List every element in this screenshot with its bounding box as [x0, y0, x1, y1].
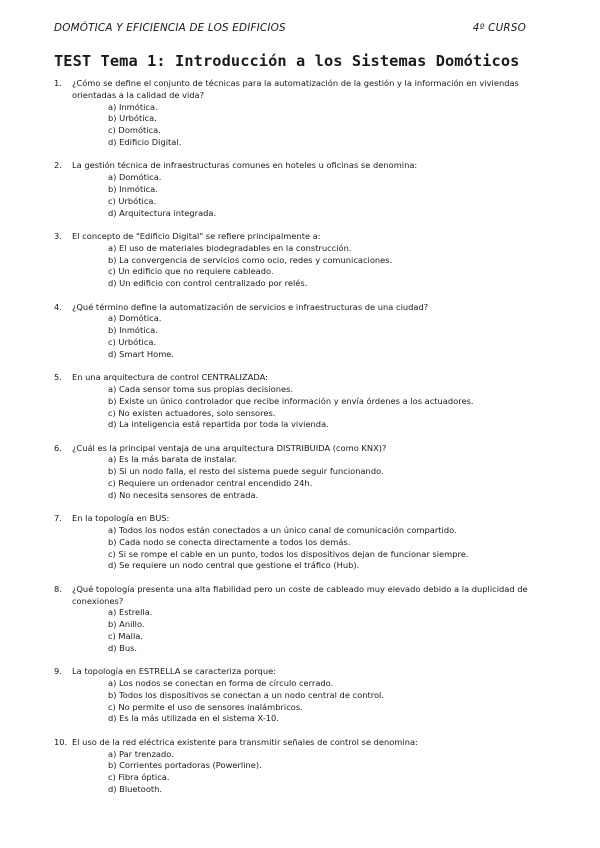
answer-option: b) Inmótica. [108, 325, 158, 336]
answer-option: a) Estrella. [108, 607, 153, 618]
answer-option: c) No permite el uso de sensores inalámbricos. [108, 701, 303, 712]
answer-option: d) Smart Home. [108, 348, 175, 359]
answer-option: d) No necesita sensores de entrada. [108, 489, 259, 500]
answer-option: b) Anillo. [108, 619, 145, 630]
answer-options [72, 525, 534, 572]
answer-options [72, 678, 534, 725]
course-subject: DOMÓTICA Y EFICIENCIA DE LOS EDIFICIOS [54, 22, 286, 34]
question-number: 6. [54, 442, 62, 453]
answer-option: d) Bus. [108, 642, 138, 653]
answer-option: b) Si un nodo falla, el resto del sistema puede seguir funcionando. [108, 466, 384, 477]
answer-option: d) Es la más utilizada en el sistema X-10. [108, 713, 279, 724]
answer-option: a) Los nodos se conectan en forma de círculo cerrado. [108, 678, 334, 689]
question-item [54, 513, 534, 572]
page-title: TEST Tema 1: Introducción a los Sistemas Domóticos [54, 52, 520, 70]
question-stem: ¿Qué topología presenta una alta fiabilidad pero un coste de cableado muy elevado debido a la duplicidad de conexiones? [72, 583, 528, 606]
question-number: 2. [54, 160, 62, 171]
answer-option: d) Edificio Digital. [108, 136, 182, 147]
answer-option: b) La convergencia de servicios como ocio, redes y comunicaciones. [108, 254, 393, 265]
answer-option: c) Domótica. [108, 125, 161, 136]
course-year: 4º CURSO [472, 22, 526, 34]
answer-option: c) Fibra óptica. [108, 772, 170, 783]
answer-options [72, 384, 534, 431]
question-item [54, 666, 534, 725]
answer-option: d) Arquitectura integrada. [108, 207, 217, 218]
answer-option: a) Inmótica. [108, 101, 158, 112]
answer-option: b) Cada nodo se conecta directamente a todos los demás. [108, 536, 351, 547]
answer-option: d) Bluetooth. [108, 783, 163, 794]
question-number: 1. [54, 78, 62, 88]
question-item [54, 737, 534, 796]
question-spacer [54, 572, 534, 584]
answer-option: a) Domótica. [108, 313, 162, 324]
question-spacer [54, 725, 534, 737]
answer-option: b) Inmótica. [108, 183, 158, 194]
answer-option: a) Cada sensor toma sus propias decisiones. [108, 383, 294, 394]
question-item [54, 372, 534, 431]
answer-option: a) Todos los nodos están conectados a un único canal de comunicación compartido. [108, 525, 457, 536]
answer-option: c) Malla. [108, 631, 144, 642]
question-spacer [54, 431, 534, 443]
answer-options [72, 243, 534, 290]
question-number: 3. [54, 230, 62, 241]
answer-options [72, 172, 534, 219]
question-stem: ¿Qué término define la automatización de servicios e infraestructuras de una ciudad? [72, 301, 429, 312]
question-number: 10. [54, 736, 68, 747]
question-spacer [54, 290, 534, 302]
question-number: 8. [54, 583, 62, 594]
question-item [54, 160, 534, 219]
question-item [54, 443, 534, 502]
question-spacer [54, 361, 534, 373]
question-item [54, 302, 534, 361]
page-header [54, 22, 526, 36]
question-stem: En una arquitectura de control CENTRALIZADA: [72, 372, 268, 383]
answer-option: a) Domótica. [108, 172, 162, 183]
question-stem: El concepto de "Edificio Digital" se refiere principalmente a: [72, 230, 321, 241]
question-spacer [54, 655, 534, 667]
question-item [54, 584, 534, 655]
answer-option: c) Urbótica. [108, 195, 157, 206]
answer-option: d) Un edificio con control centralizado por relés. [108, 278, 308, 289]
question-spacer [54, 502, 534, 514]
question-stem: La gestión técnica de infraestructuras comunes en hoteles u oficinas se denomina: [72, 160, 418, 171]
question-spacer [54, 149, 534, 161]
answer-options [72, 749, 534, 796]
question-number: 4. [54, 301, 62, 312]
answer-option: c) Urbótica. [108, 336, 157, 347]
question-number: 5. [54, 372, 62, 383]
question-list [54, 78, 534, 796]
question-stem: ¿Cuál es la principal ventaja de una arquitectura DISTRIBUIDA (como KNX)? [72, 442, 387, 453]
answer-option: c) Requiere un ordenador central encendido 24h. [108, 478, 313, 489]
question-stem: ¿Cómo se define el conjunto de técnicas para la automatización de la gestión y la información en viviendas orientadas a la calidad de vida? [72, 78, 519, 100]
answer-option: b) Todos los dispositivos se conectan a un nodo central de control. [108, 689, 384, 700]
question-number: 7. [54, 513, 62, 524]
answer-options [72, 102, 534, 149]
question-stem: La topología en ESTRELLA se caracteriza porque: [72, 666, 276, 677]
answer-option: c) Si se rompe el cable en un punto, todos los dispositivos dejan de funcionar siempre. [108, 548, 469, 559]
answer-option: b) Urbótica. [108, 113, 157, 124]
question-stem: En la topología en BUS: [72, 513, 170, 524]
answer-option: a) Es la más barata de instalar. [108, 454, 238, 465]
question-item [54, 78, 534, 149]
answer-options [72, 607, 534, 654]
answer-option: b) Corrientes portadoras (Powerline). [108, 760, 262, 771]
question-spacer [54, 219, 534, 231]
question-number: 9. [54, 666, 62, 677]
answer-option: d) La inteligencia está repartida por toda la vivienda. [108, 419, 329, 430]
answer-option: b) Existe un único controlador que recibe información y envía órdenes a los actuadores. [108, 395, 474, 406]
answer-options [72, 313, 534, 360]
question-item [54, 231, 534, 290]
question-stem: El uso de la red eléctrica existente para transmitir señales de control se denomina: [72, 736, 418, 747]
answer-option: c) No existen actuadores, solo sensores. [108, 407, 276, 418]
answer-option: c) Un edificio que no requiere cableado. [108, 266, 274, 277]
answer-options [72, 454, 534, 501]
answer-option: a) El uso de materiales biodegradables en la construcción. [108, 242, 352, 253]
answer-option: a) Par trenzado. [108, 748, 174, 759]
answer-option: d) Se requiere un nodo central que gestione el tráfico (Hub). [108, 560, 360, 571]
